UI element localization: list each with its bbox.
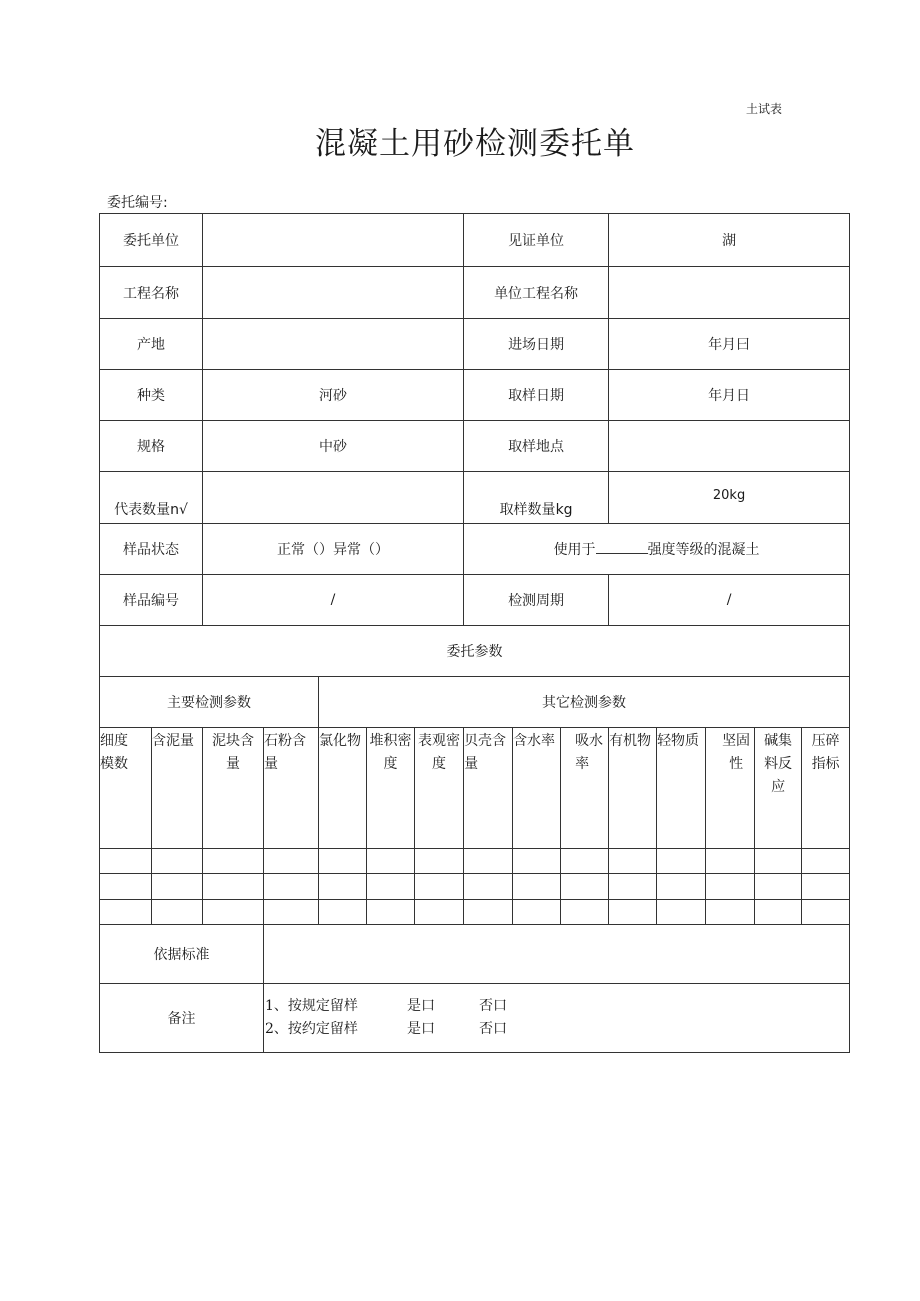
rep-qty-label-text: 代表数量 (114, 502, 171, 518)
param-header-crushing-index (802, 728, 850, 849)
param-cell[interactable] (367, 849, 415, 874)
row-remarks (100, 984, 850, 1053)
sample-qty-label (464, 472, 609, 524)
param-header-moisture (513, 728, 561, 849)
param-header-line: 碱集 (764, 733, 793, 749)
strength-grade-blank[interactable] (596, 541, 648, 554)
param-cell[interactable] (513, 900, 561, 925)
sample-qty-label-text: 取样数量 (499, 502, 556, 518)
param-cell[interactable] (464, 900, 513, 925)
param-header-line: 度 (383, 756, 398, 772)
sample-qty-field[interactable]: 20kg (609, 472, 850, 524)
client-unit-field[interactable] (203, 214, 464, 267)
sample-state-label: 样品状态 (100, 524, 203, 575)
param-header-apparent-density (415, 728, 464, 849)
param-cell[interactable] (657, 849, 706, 874)
sampling-date-label: 取样日期 (464, 370, 609, 421)
param-header-bulk-density (367, 728, 415, 849)
sampling-date-field[interactable]: 年月日 (609, 370, 850, 421)
param-cell[interactable] (367, 900, 415, 925)
test-period-field[interactable]: / (609, 575, 850, 626)
param-header-line: 度 (432, 756, 447, 772)
standard-field[interactable] (264, 925, 850, 984)
param-header-line: 有机物 (609, 733, 652, 749)
param-cell[interactable] (264, 849, 319, 874)
rep-qty-label (100, 472, 203, 524)
param-header-line: 压碎 (811, 733, 840, 749)
remark-yes-option[interactable]: 是口 (407, 998, 435, 1014)
row-params-groups (100, 677, 850, 728)
row-param-headers (100, 728, 850, 849)
param-header-line: 细度 (100, 733, 128, 749)
param-cell[interactable] (100, 849, 152, 874)
sample-no-field[interactable]: / (203, 575, 464, 626)
rep-qty-unit: n√ (170, 502, 188, 518)
param-header-line: 贝壳含 (464, 733, 507, 749)
param-cell[interactable] (203, 874, 264, 900)
param-cell[interactable] (561, 900, 609, 925)
param-cell[interactable] (657, 874, 706, 900)
param-cell[interactable] (415, 874, 464, 900)
param-cell[interactable] (264, 900, 319, 925)
type-field[interactable]: 河砂 (203, 370, 464, 421)
param-cell[interactable] (264, 874, 319, 900)
row-params-title (100, 626, 850, 677)
param-header-line: 石粉含 (264, 733, 306, 749)
param-cell[interactable] (657, 900, 706, 925)
param-header-stone-powder (264, 728, 319, 849)
row-standard (100, 925, 850, 984)
param-header-line: 泥块含 (212, 733, 254, 749)
param-header-line: 含水率 (513, 733, 556, 749)
param-header-chloride (319, 728, 367, 849)
remark-text: 2、按约定留样 (265, 1021, 358, 1037)
param-cell[interactable] (152, 849, 203, 874)
project-name-label: 工程名称 (100, 267, 203, 319)
remark-yes-option[interactable]: 是口 (407, 1021, 435, 1037)
param-cell[interactable] (755, 874, 802, 900)
param-header-line: 应 (771, 779, 786, 795)
param-header-shell-content (464, 728, 513, 849)
row-sample-no (100, 575, 850, 626)
row-sample-state (100, 524, 850, 575)
param-cell[interactable] (609, 900, 657, 925)
param-cell[interactable] (464, 874, 513, 900)
param-cell[interactable] (100, 874, 152, 900)
page-title: 混凝土用砂检测委托单 (315, 126, 635, 162)
usage-prefix: 使用于 (553, 542, 596, 558)
param-cell[interactable] (706, 874, 755, 900)
param-cell[interactable] (203, 900, 264, 925)
param-header-line: 料反 (764, 756, 793, 772)
other-params-title: 其它检测参数 (319, 677, 850, 728)
rep-qty-field[interactable] (203, 472, 464, 524)
client-unit-label: 委托单位 (100, 214, 203, 267)
test-period-label: 检测周期 (464, 575, 609, 626)
param-cell[interactable] (802, 900, 850, 925)
usage-suffix: 强度等级的混凝土 (647, 542, 760, 558)
param-header-water-absorption (561, 728, 609, 849)
param-cell[interactable] (561, 874, 609, 900)
param-header-alkali-reaction (755, 728, 802, 849)
row-quantity (100, 472, 850, 524)
remark-line (265, 995, 849, 1018)
param-cell[interactable] (513, 874, 561, 900)
param-header-line: 量 (226, 756, 240, 772)
param-header-line: 氯化物 (319, 733, 361, 749)
params-section-title: 委托参数 (100, 626, 850, 677)
param-cell[interactable] (706, 849, 755, 874)
row-origin (100, 319, 850, 370)
row-type (100, 370, 850, 421)
project-name-field[interactable] (203, 267, 464, 319)
param-header-soundness (706, 728, 755, 849)
row-client-unit (100, 214, 850, 267)
entry-date-label: 进场日期 (464, 319, 609, 370)
param-cell[interactable] (513, 849, 561, 874)
form-code: 土试表 (746, 102, 783, 116)
remark-no-option[interactable]: 否口 (479, 998, 507, 1014)
param-cell[interactable] (319, 900, 367, 925)
param-header-fineness (100, 728, 152, 849)
param-header-mud-content (152, 728, 203, 849)
param-header-line: 模数 (100, 756, 128, 772)
param-header-line: 轻物质 (657, 733, 700, 749)
param-cell[interactable] (100, 900, 152, 925)
sample-no-label: 样品编号 (100, 575, 203, 626)
param-header-line: 含泥量 (152, 733, 194, 749)
param-header-line: 性 (729, 756, 744, 772)
standard-label: 依据标准 (100, 925, 264, 984)
sampling-place-label: 取样地点 (464, 421, 609, 472)
param-cell[interactable] (152, 900, 203, 925)
origin-field[interactable] (203, 319, 464, 370)
param-cell[interactable] (609, 874, 657, 900)
param-cell[interactable] (802, 849, 850, 874)
param-header-line: 堆积密 (369, 733, 412, 749)
param-cell[interactable] (319, 874, 367, 900)
param-cell[interactable] (319, 849, 367, 874)
type-label: 种类 (100, 370, 203, 421)
param-selection-row (100, 900, 850, 925)
param-cell[interactable] (203, 849, 264, 874)
entry-date-field[interactable]: 年月曰 (609, 319, 850, 370)
param-cell[interactable] (464, 849, 513, 874)
param-selection-row (100, 849, 850, 874)
remark-text: 1、按规定留样 (265, 998, 358, 1014)
param-header-line: 率 (575, 756, 590, 772)
param-cell[interactable] (706, 900, 755, 925)
remarks-label: 备注 (100, 984, 264, 1053)
param-cell[interactable] (415, 900, 464, 925)
param-cell[interactable] (755, 849, 802, 874)
param-header-line: 表观密 (418, 733, 461, 749)
main-params-title: 主要检测参数 (100, 677, 319, 728)
param-header-clay-lump (203, 728, 264, 849)
param-cell[interactable] (561, 849, 609, 874)
origin-label: 产地 (100, 319, 203, 370)
param-header-light-matter (657, 728, 706, 849)
sampling-place-field[interactable] (609, 421, 850, 472)
row-spec (100, 421, 850, 472)
unit-project-label: 单位工程名称 (464, 267, 609, 319)
witness-unit-field[interactable]: 湖 (609, 214, 850, 267)
remarks-field (264, 984, 850, 1053)
remark-no-option[interactable]: 否口 (479, 1021, 507, 1037)
param-cell[interactable] (802, 874, 850, 900)
remark-line (265, 1018, 849, 1041)
entrust-form-table (99, 213, 850, 1053)
param-header-line: 量 (464, 756, 479, 772)
param-cell[interactable] (415, 849, 464, 874)
param-cell[interactable] (367, 874, 415, 900)
unit-project-field[interactable] (609, 267, 850, 319)
param-header-organic (609, 728, 657, 849)
param-header-line: 坚固 (722, 733, 751, 749)
param-header-line: 指标 (811, 756, 840, 772)
param-selection-row (100, 874, 850, 900)
usage-field[interactable] (464, 524, 850, 575)
spec-label: 规格 (100, 421, 203, 472)
sample-state-field[interactable]: 正常（）异常（） (203, 524, 464, 575)
param-cell[interactable] (609, 849, 657, 874)
param-header-line: 量 (264, 756, 278, 772)
witness-unit-label: 见证单位 (464, 214, 609, 267)
param-header-line: 吸水 (575, 733, 604, 749)
spec-field[interactable]: 中砂 (203, 421, 464, 472)
entrust-number-label: 委托编号: (107, 195, 168, 211)
param-cell[interactable] (755, 900, 802, 925)
sample-qty-unit: kg (555, 502, 573, 518)
row-project-name (100, 267, 850, 319)
param-cell[interactable] (152, 874, 203, 900)
